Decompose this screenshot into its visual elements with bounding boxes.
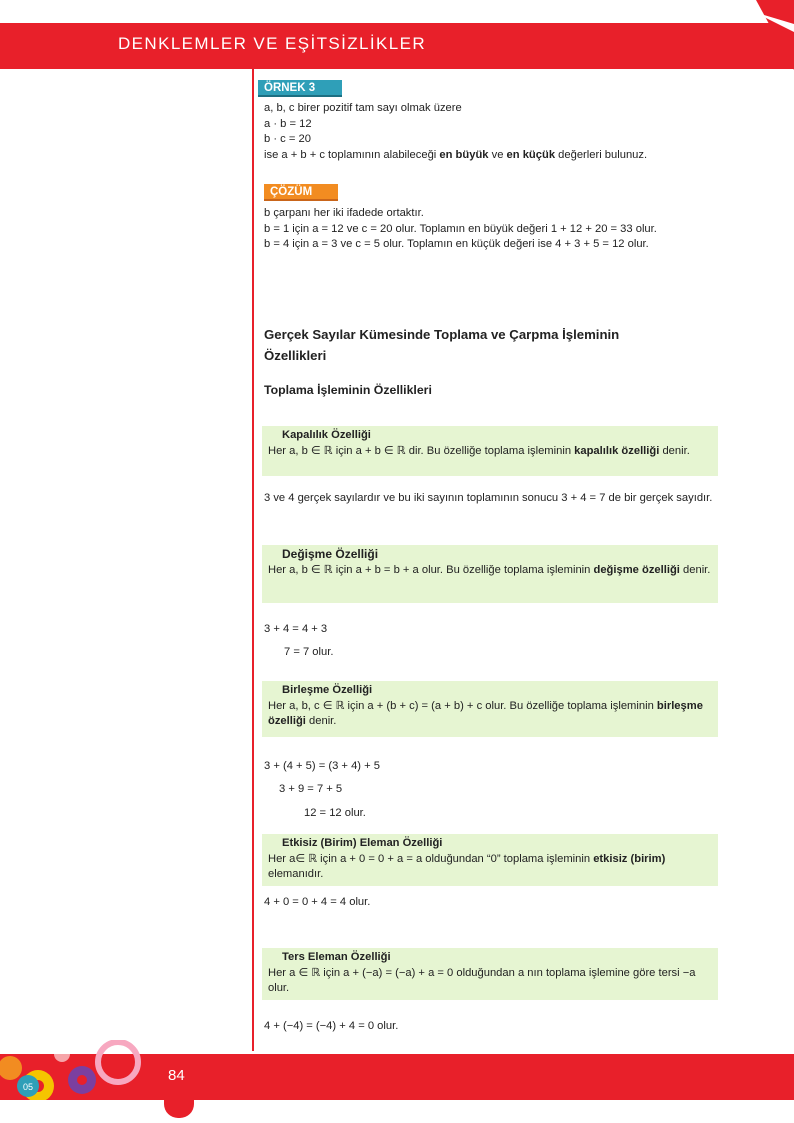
inverse-text: Her a ∈ ℝ için a + (−a) = (−a) + a = 0 olduğundan a nın toplama işlemine göre tersi −a olur. xyxy=(268,966,696,994)
associative-example-3: 12 = 12 olur. xyxy=(304,807,366,819)
closure-example: 3 ve 4 gerçek sayılardır ve bu iki sayının toplamının sonucu 3 + 4 = 7 de bir gerçek sayıdır. xyxy=(264,492,713,504)
solution-body xyxy=(264,206,720,253)
identity-title: Etkisiz (Birim) Eleman Özelliği xyxy=(282,837,443,849)
section-subtitle: Toplama İşleminin Özellikleri xyxy=(264,383,432,397)
example-line: b · c = 20 xyxy=(264,133,311,145)
inverse-example: 4 + (−4) = (−4) + 4 = 0 olur. xyxy=(264,1020,399,1032)
section-title: Gerçek Sayılar Kümesinde Toplama ve Çarpma İşleminin Özellikleri xyxy=(264,327,620,363)
example-question: ise a + b + c toplamının alabileceği en büyük ve en küçük değerleri bulunuz. xyxy=(264,148,648,161)
example-tag: ÖRNEK 3 xyxy=(258,80,342,97)
associative-box xyxy=(262,681,718,737)
gear-label: 05 xyxy=(22,1082,34,1092)
identity-text: Her a∈ ℝ için a + 0 = 0 + a = a olduğundan “0” toplama işleminin etkisiz (birim) elemanıdır. xyxy=(268,852,666,880)
closure-box xyxy=(262,426,718,476)
chapter-title: DENKLEMLER VE EŞİTSİZLİKLER xyxy=(118,34,426,53)
margin-rule xyxy=(252,69,254,1051)
example-line: a · b = 12 xyxy=(264,117,312,130)
solution-line: b = 1 için a = 12 ve c = 20 olur. Toplamın en büyük değeri 1 + 12 + 20 = 33 olur. xyxy=(264,222,657,235)
associative-text: Her a, b, c ∈ ℝ için a + (b + c) = (a + b) + c olur. Bu özelliğe toplama işleminin birleşme özelliği denir. xyxy=(268,699,703,727)
identity-box xyxy=(262,834,718,886)
closure-title: Kapalılık Özelliği xyxy=(282,429,371,441)
solution-tag: ÇÖZÜM xyxy=(264,184,338,201)
commutative-example-2: 7 = 7 olur. xyxy=(284,646,334,658)
associative-title: Birleşme Özelliği xyxy=(282,684,373,696)
closure-text: Her a, b ∈ ℝ için a + b ∈ ℝ dir. Bu özelliğe toplama işleminin kapalılık özelliği denir. xyxy=(268,444,690,457)
associative-example-1: 3 + (4 + 5) = (3 + 4) + 5 xyxy=(264,760,380,772)
inverse-title: Ters Eleman Özelliği xyxy=(282,951,391,963)
example-body xyxy=(264,101,720,163)
solution-line: b = 4 için a = 3 ve c = 5 olur. Toplamın en küçük değeri ise 4 + 3 + 5 = 12 olur. xyxy=(264,238,649,250)
corner-decoration-icon xyxy=(734,0,794,70)
gears-decoration-icon xyxy=(0,1040,160,1100)
page-number: 84 xyxy=(168,1067,185,1084)
inverse-box xyxy=(262,948,718,1000)
associative-example-2: 3 + 9 = 7 + 5 xyxy=(279,783,343,795)
identity-example: 4 + 0 = 0 + 4 = 4 olur. xyxy=(264,896,371,908)
commutative-text: Her a, b ∈ ℝ için a + b = b + a olur. Bu özelliğe toplama işleminin değişme özelliği denir. xyxy=(268,563,711,576)
footer-tab xyxy=(164,1054,194,1118)
commutative-title: Değişme Özelliği xyxy=(282,547,379,561)
solution-line: b çarpanı her iki ifadede ortaktır. xyxy=(264,207,424,219)
commutative-box xyxy=(262,545,718,603)
commutative-example-1: 3 + 4 = 4 + 3 xyxy=(264,623,328,635)
example-line: a, b, c birer pozitif tam sayı olmak üzere xyxy=(264,102,462,114)
